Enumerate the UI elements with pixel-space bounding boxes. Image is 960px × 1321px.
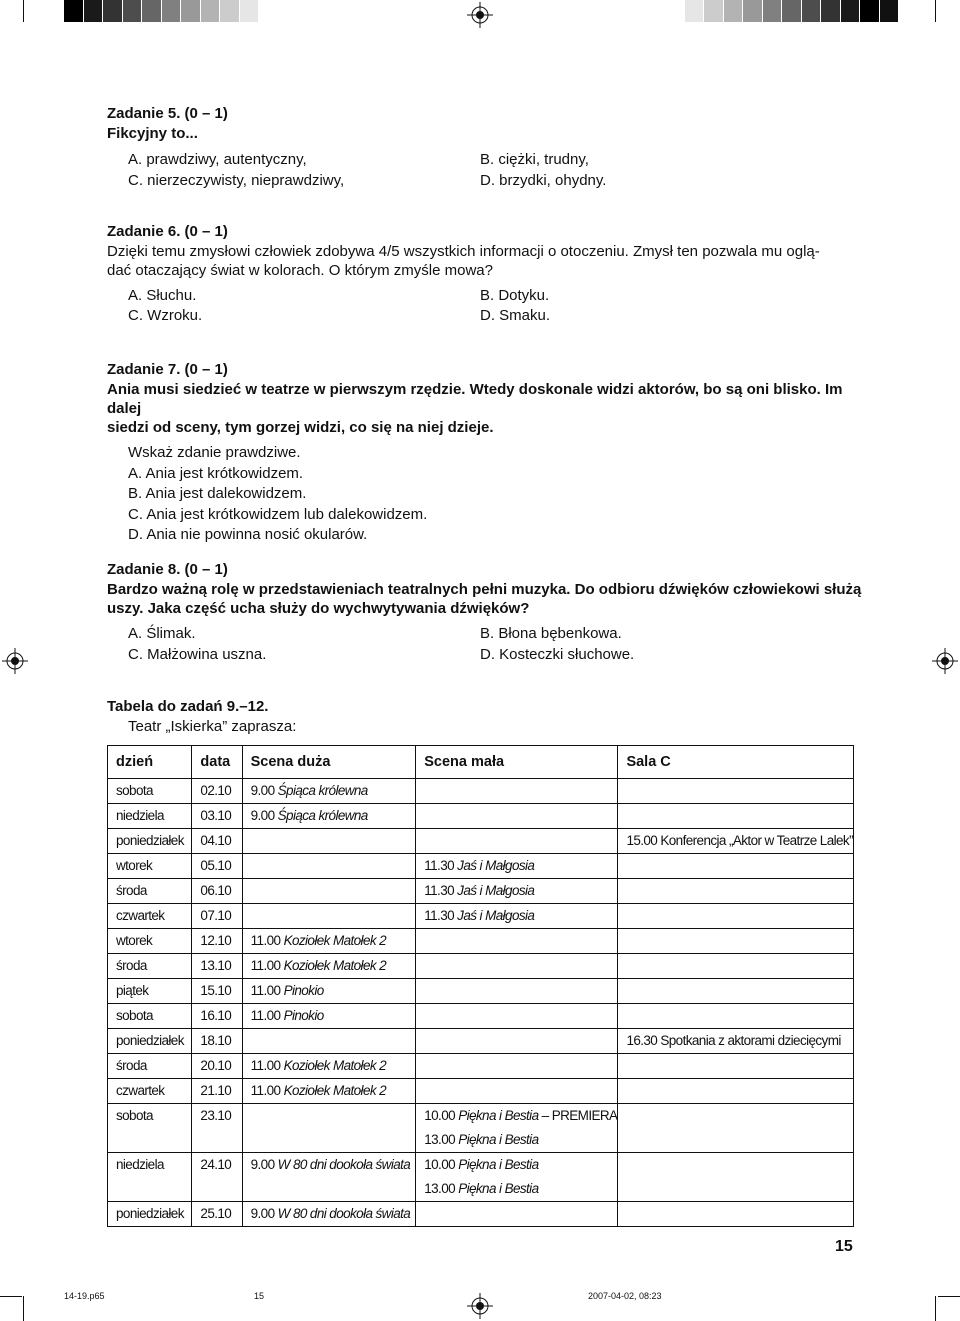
day-text: środa: [116, 883, 147, 898]
show-entry: [424, 1128, 617, 1152]
question-title: Zadanie 7. (0 – 1): [107, 361, 228, 378]
cell-scena-duza: [242, 929, 416, 954]
table-row: [108, 1004, 854, 1029]
cell-sala-c: [618, 804, 854, 829]
cell-scena-mala: [416, 829, 618, 854]
cell-day: [108, 1054, 192, 1079]
day-text: czwartek: [116, 908, 165, 923]
day-text: poniedziałek: [116, 833, 184, 848]
table-row: [108, 779, 854, 804]
show-title: Śpiąca królewna: [277, 808, 368, 823]
cell-sala-c: [618, 979, 854, 1004]
date-text: 03.10: [200, 808, 232, 823]
cell-date: [192, 829, 242, 854]
day-text: czwartek: [116, 1083, 165, 1098]
cell-sala-c: [618, 904, 854, 929]
cell-sala-c: [618, 779, 854, 804]
cell-sala-c: [618, 879, 854, 904]
cell-scena-duza: [242, 1004, 416, 1029]
show-time: 13.00: [424, 1181, 456, 1196]
show-entry: [424, 854, 617, 878]
cell-date: [192, 854, 242, 879]
option-d: D. brzydki, ohydny.: [480, 172, 607, 189]
cell-scena-duza: [242, 779, 416, 804]
cell-date: [192, 904, 242, 929]
show-time: 11.30: [424, 883, 455, 898]
day-text: poniedziałek: [116, 1206, 184, 1221]
crop-mark: [23, 0, 24, 22]
cell-date: [192, 1153, 242, 1202]
day-text: wtorek: [116, 933, 153, 948]
show-time: 11.00: [250, 983, 281, 998]
cell-scena-mala: [416, 1153, 618, 1202]
option-b: B. Dotyku.: [480, 287, 550, 304]
registration-mark-icon: [467, 2, 493, 28]
date-text: 02.10: [200, 783, 232, 798]
question-title: Zadanie 5. (0 – 1): [107, 105, 228, 122]
cell-scena-mala: [416, 804, 618, 829]
cell-scena-mala: [416, 879, 618, 904]
crop-mark: [23, 1296, 24, 1321]
day-text: wtorek: [116, 858, 153, 873]
color-swatch: [64, 0, 84, 22]
cell-day: [108, 1202, 192, 1227]
color-swatch: [240, 0, 260, 22]
registration-mark-icon: [932, 648, 958, 674]
show-time: 11.30: [424, 908, 455, 923]
show-title: W 80 dni dookoła świata: [277, 1206, 411, 1221]
color-swatch: [181, 0, 201, 22]
color-swatch: [724, 0, 744, 22]
question-text: uszy. Jaka część ucha służy do wychwytywania dźwięków?: [107, 600, 530, 617]
color-swatch: [103, 0, 123, 22]
cell-scena-mala: [416, 954, 618, 979]
table-row: [108, 879, 854, 904]
color-swatch: [201, 0, 221, 22]
cell-day: [108, 1079, 192, 1104]
cell-scena-mala: [416, 979, 618, 1004]
day-text: środa: [116, 1058, 147, 1073]
cell-scena-mala: [416, 1004, 618, 1029]
show-title: Piękna i Bestia: [458, 1157, 539, 1172]
question-5: [107, 104, 867, 191]
show-entry: [424, 1153, 617, 1177]
day-text: piątek: [116, 983, 149, 998]
color-swatch: [704, 0, 724, 22]
cell-scena-mala: [416, 1079, 618, 1104]
table-header-row: [108, 746, 854, 779]
cell-scena-mala: [416, 779, 618, 804]
show-time: 10.00: [424, 1157, 456, 1172]
day-text: sobota: [116, 1108, 153, 1123]
show-entry: [424, 1104, 617, 1128]
column-header: Sala C: [618, 746, 854, 779]
option-b: B. Ania jest dalekowidzem.: [128, 485, 307, 502]
show-title: Koziołek Matołek 2: [283, 958, 387, 973]
option-a: A. Słuchu.: [128, 287, 197, 304]
date-text: 18.10: [200, 1033, 232, 1048]
show-time: 9.00: [250, 808, 275, 823]
cell-scena-mala: [416, 854, 618, 879]
show-entry: [424, 1177, 617, 1201]
cell-scena-duza: [242, 804, 416, 829]
cell-scena-mala: [416, 1104, 618, 1153]
show-time: 11.00: [250, 1083, 281, 1098]
colorbar-right: [665, 0, 899, 22]
cell-date: [192, 879, 242, 904]
option-d: D. Kosteczki słuchowe.: [480, 646, 635, 663]
question-6: [107, 222, 867, 326]
cell-scena-duza: [242, 954, 416, 979]
show-title: Jaś i Małgosia: [457, 908, 535, 923]
registration-mark-icon: [467, 1293, 493, 1319]
table-row: [108, 979, 854, 1004]
color-swatch: [220, 0, 240, 22]
crop-mark: [0, 1296, 22, 1297]
color-swatch: [142, 0, 162, 22]
cell-day: [108, 1029, 192, 1054]
day-text: poniedziałek: [116, 1033, 184, 1048]
cell-scena-duza: [242, 1202, 416, 1227]
date-text: 04.10: [200, 833, 232, 848]
day-text: niedziela: [116, 1157, 164, 1172]
question-8: [107, 560, 867, 665]
question-title: Zadanie 6. (0 – 1): [107, 223, 228, 240]
day-text: sobota: [116, 1008, 153, 1023]
cell-day: [108, 954, 192, 979]
cell-scena-duza: [242, 829, 416, 854]
cell-scena-mala: [416, 1054, 618, 1079]
show-time: 9.00: [250, 1206, 275, 1221]
show-title: Piękna i Bestia: [458, 1108, 539, 1123]
cell-sala-c: [618, 1029, 854, 1054]
question-text: Bardzo ważną rolę w przedstawieniach teatralnych pełni muzyka. Do odbioru dźwięków człowiekowi służą: [107, 581, 862, 598]
cell-sala-c: [618, 1054, 854, 1079]
option-c: C. Ania jest krótkowidzem lub dalekowidzem.: [128, 505, 428, 523]
table-row: [108, 854, 854, 879]
day-text: niedziela: [116, 808, 164, 823]
show-title: Piękna i Bestia: [458, 1132, 539, 1147]
table-row: [108, 954, 854, 979]
column-header: Scena duża: [242, 746, 416, 779]
color-swatch: [123, 0, 143, 22]
cell-scena-mala: [416, 904, 618, 929]
show-title: Pinokio: [283, 983, 324, 998]
table-subheading: Teatr „Iskierka” zaprasza:: [128, 718, 297, 735]
answer-options: [107, 443, 867, 546]
option-a: A. Ania jest krótkowidzem.: [128, 464, 304, 482]
show-entry: [424, 879, 617, 903]
cell-date: [192, 804, 242, 829]
show-title: W 80 dni dookoła świata: [277, 1157, 411, 1172]
date-text: 07.10: [200, 908, 232, 923]
cell-date: [192, 779, 242, 804]
show-time: 9.00: [250, 783, 275, 798]
cell-scena-duza: [242, 879, 416, 904]
table-row: [108, 1104, 854, 1153]
show-time: 10.00: [424, 1108, 456, 1123]
cell-date: [192, 1079, 242, 1104]
cell-scena-duza: [242, 1104, 416, 1153]
cell-scena-duza: [242, 979, 416, 1004]
cell-sala-c: [618, 1202, 854, 1227]
option-a: A. prawdziwy, autentyczny,: [128, 151, 307, 168]
crop-mark: [935, 1296, 936, 1321]
cell-scena-duza: [242, 1054, 416, 1079]
column-header: Scena mała: [416, 746, 618, 779]
date-text: 23.10: [200, 1108, 232, 1123]
date-text: 24.10: [200, 1157, 232, 1172]
option-d: D. Smaku.: [480, 307, 551, 324]
date-text: 05.10: [200, 858, 232, 873]
cell-date: [192, 954, 242, 979]
date-text: 12.10: [200, 933, 232, 948]
footer-page: 15: [254, 1291, 265, 1301]
show-time: 11.00: [250, 1058, 281, 1073]
show-time: 9.00: [250, 1157, 275, 1172]
cell-date: [192, 979, 242, 1004]
schedule-table: [107, 745, 854, 1227]
cell-scena-duza: [242, 854, 416, 879]
cell-day: [108, 879, 192, 904]
cell-scena-mala: [416, 1029, 618, 1054]
cell-scena-mala: [416, 1202, 618, 1227]
table-heading: Tabela do zadań 9.–12.: [107, 698, 269, 715]
table-row: [108, 1054, 854, 1079]
table-row: [108, 829, 854, 854]
color-swatch: [763, 0, 783, 22]
option-d: D. Ania nie powinna nosić okularów.: [128, 526, 368, 543]
registration-mark-icon: [2, 648, 28, 674]
color-swatch: [880, 0, 900, 22]
day-text: środa: [116, 958, 147, 973]
color-swatch: [782, 0, 802, 22]
option-c: C. Wzroku.: [128, 307, 203, 324]
cell-date: [192, 1104, 242, 1153]
cell-date: [192, 1004, 242, 1029]
show-time: 13.00: [424, 1132, 456, 1147]
cell-date: [192, 929, 242, 954]
answer-options: [107, 624, 867, 665]
option-c: C. nierzeczywisty, nieprawdziwy,: [128, 172, 345, 189]
cell-day: [108, 929, 192, 954]
answer-options: [107, 286, 867, 326]
question-text: Fikcyjny to...: [107, 125, 198, 142]
question-7: [107, 360, 867, 546]
cell-scena-duza: [242, 904, 416, 929]
cell-day: [108, 779, 192, 804]
cell-sala-c: [618, 829, 854, 854]
cell-scena-duza: [242, 1079, 416, 1104]
cell-day: [108, 1153, 192, 1202]
day-text: sobota: [116, 783, 153, 798]
footer-timestamp: 2007-04-02, 08:23: [588, 1291, 662, 1301]
question-title: Zadanie 8. (0 – 1): [107, 561, 228, 578]
cell-sala-c: [618, 1079, 854, 1104]
footer-file: 14-19.p65: [64, 1291, 105, 1301]
table-row: [108, 1202, 854, 1227]
table-row: [108, 1153, 854, 1202]
date-text: 13.10: [200, 958, 232, 973]
question-text: dać otaczający świat w kolorach. O którym zmyśle mowa?: [107, 262, 493, 279]
table-row: [108, 904, 854, 929]
cell-day: [108, 1004, 192, 1029]
show-time: 11.30: [424, 858, 455, 873]
date-text: 15.10: [200, 983, 232, 998]
show-time: 11.00: [250, 1008, 281, 1023]
color-swatch: [860, 0, 880, 22]
cell-day: [108, 979, 192, 1004]
color-swatch: [841, 0, 861, 22]
page-number: 15: [835, 1238, 853, 1255]
table-row: [108, 929, 854, 954]
question-text: siedzi od sceny, tym gorzej widzi, co się na niej dzieje.: [107, 419, 494, 436]
question-text: Dzięki temu zmysłowi człowiek zdobywa 4/5 wszystkich informacji o otoczeniu. Zmysł ten pozwala mu oglą-: [107, 243, 820, 260]
show-title: Jaś i Małgosia: [457, 858, 535, 873]
show-time: 11.00: [250, 958, 281, 973]
event-text: 15.00 Konferencja „Aktor w Teatrze Lalek”: [626, 833, 853, 848]
cell-day: [108, 804, 192, 829]
event-text: 16.30 Spotkania z aktorami dziecięcymi: [626, 1033, 841, 1048]
question-prompt: Wskaż zdanie prawdziwe.: [128, 444, 301, 461]
color-swatch: [802, 0, 822, 22]
table-row: [108, 1029, 854, 1054]
color-swatch: [743, 0, 763, 22]
column-header: data: [192, 746, 242, 779]
show-title: Pinokio: [283, 1008, 324, 1023]
cell-day: [108, 1104, 192, 1153]
date-text: 25.10: [200, 1206, 232, 1221]
cell-date: [192, 1202, 242, 1227]
cell-scena-duza: [242, 1153, 416, 1202]
show-time: 11.00: [250, 933, 281, 948]
cell-sala-c: [618, 854, 854, 879]
cell-day: [108, 854, 192, 879]
date-text: 21.10: [200, 1083, 232, 1098]
option-c: C. Małżowina uszna.: [128, 646, 267, 663]
cell-sala-c: [618, 1153, 854, 1202]
cell-date: [192, 1054, 242, 1079]
show-title: Koziołek Matołek 2: [283, 1083, 387, 1098]
date-text: 06.10: [200, 883, 232, 898]
colorbar-left: [64, 0, 259, 22]
date-text: 20.10: [200, 1058, 232, 1073]
color-swatch: [821, 0, 841, 22]
show-title: Śpiąca królewna: [277, 783, 368, 798]
cell-sala-c: [618, 929, 854, 954]
show-title: Piękna i Bestia: [458, 1181, 539, 1196]
table-heading-block: [107, 697, 867, 737]
table-row: [108, 1079, 854, 1104]
show-title: Jaś i Małgosia: [457, 883, 535, 898]
show-title: Koziołek Matołek 2: [283, 933, 387, 948]
show-note: – PREMIERA: [538, 1108, 618, 1123]
column-header: dzień: [108, 746, 192, 779]
color-swatch: [665, 0, 685, 22]
option-a: A. Ślimak.: [128, 625, 196, 642]
cell-scena-mala: [416, 929, 618, 954]
color-swatch: [685, 0, 705, 22]
cell-sala-c: [618, 1104, 854, 1153]
cell-sala-c: [618, 954, 854, 979]
cell-sala-c: [618, 1004, 854, 1029]
cell-scena-duza: [242, 1029, 416, 1054]
color-swatch: [84, 0, 104, 22]
color-swatch: [162, 0, 182, 22]
option-b: B. ciężki, trudny,: [480, 151, 589, 168]
option-b: B. Błona bębenkowa.: [480, 625, 622, 642]
cell-date: [192, 1029, 242, 1054]
show-title: Koziołek Matołek 2: [283, 1058, 387, 1073]
question-text: Ania musi siedzieć w teatrze w pierwszym rzędzie. Wtedy doskonale widzi aktorów, bo są oni blisko. Im dalej: [107, 381, 843, 417]
cell-day: [108, 904, 192, 929]
answer-options: [107, 150, 867, 191]
crop-mark: [935, 0, 936, 22]
cell-day: [108, 829, 192, 854]
table-row: [108, 804, 854, 829]
show-entry: [424, 904, 617, 928]
crop-mark: [938, 1296, 960, 1297]
date-text: 16.10: [200, 1008, 232, 1023]
